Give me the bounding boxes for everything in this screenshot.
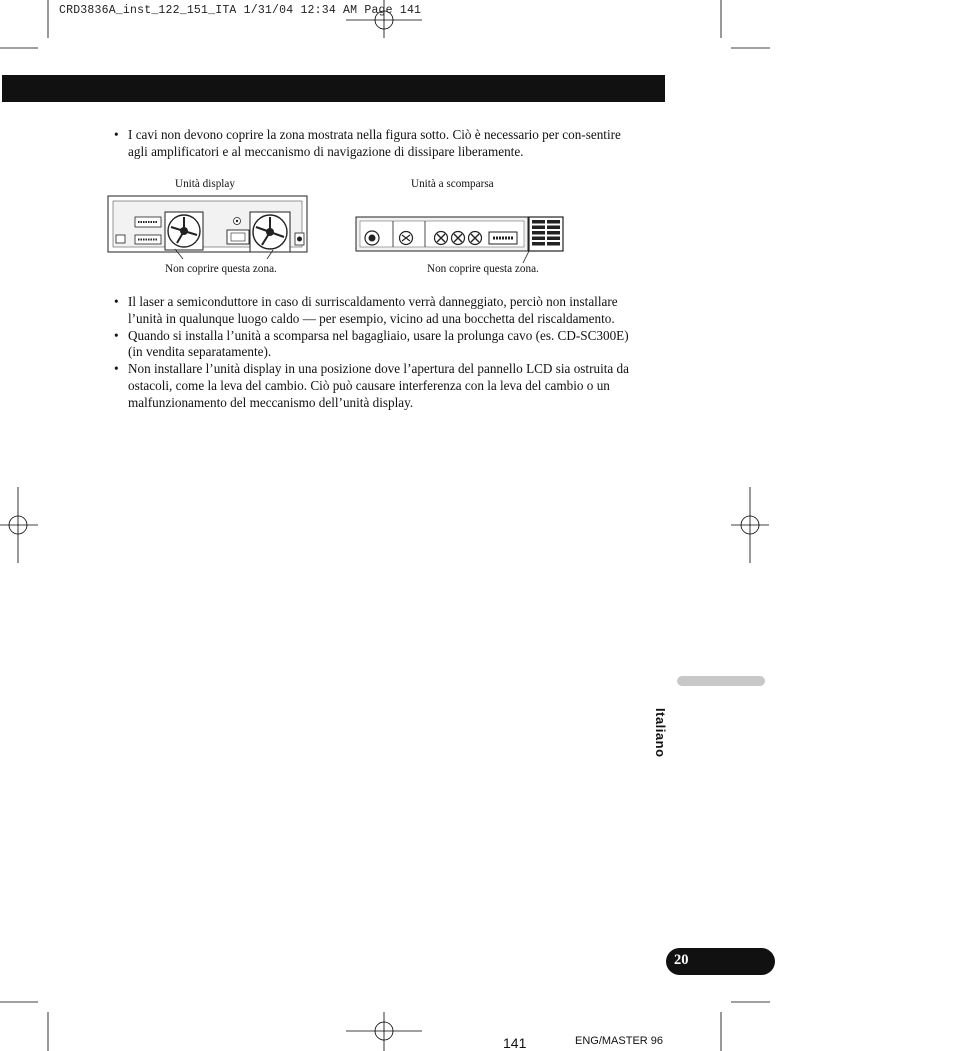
header-bar [2,75,665,102]
list-item: • Non installare l’unità display in una posizione dove l’apertura del pannello LCD sia ostruita da ostacoli, come la leva del cambio. Ciò può causare interferenza con la leva del cambio o un malfunzionamento del meccanismo dell’unità display. [112,361,642,411]
section-number-tab [666,948,775,975]
list-item: • Il laser a semiconduttore in caso di surriscaldamento verrà danneggiato, perciò non installare l’unità in qualunque luogo caldo — per esempio, vicino ad una bocchetta del riscaldamento. [112,294,642,328]
print-slug: CRD3836A_inst_122_151_ITA 1/31/04 12:34 AM Page 141 [59,4,422,17]
display-unit-illustration [107,195,309,259]
hideaway-unit-illustration [355,213,567,265]
language-label: Italiano [653,708,668,758]
language-tab [677,676,765,686]
warning-list [112,294,642,412]
display-zone-label: Non coprire questa zona. [165,263,277,275]
intro-bullet: • I cavi non devono coprire la zona mostrata nella figura sotto. Ciò è necessario per con-sentire agli amplificatori e al meccanismo di navigazione di dissipare liberamente. [112,127,642,161]
footer-master: ENG/MASTER 96 [575,1035,664,1047]
display-unit-label: Unità display [175,178,235,190]
hideaway-zone-label: Non coprire questa zona. [427,263,539,275]
section-number: 20 [674,952,689,968]
intro-list [112,127,642,161]
page-number: 141 [503,1035,527,1051]
list-item: • Quando si installa l’unità a scomparsa nel bagagliaio, usare la prolunga cavo (es. CD-SC300E) (in vendita separatamente). [112,328,642,362]
hideaway-unit-label: Unità a scomparsa [411,178,494,190]
